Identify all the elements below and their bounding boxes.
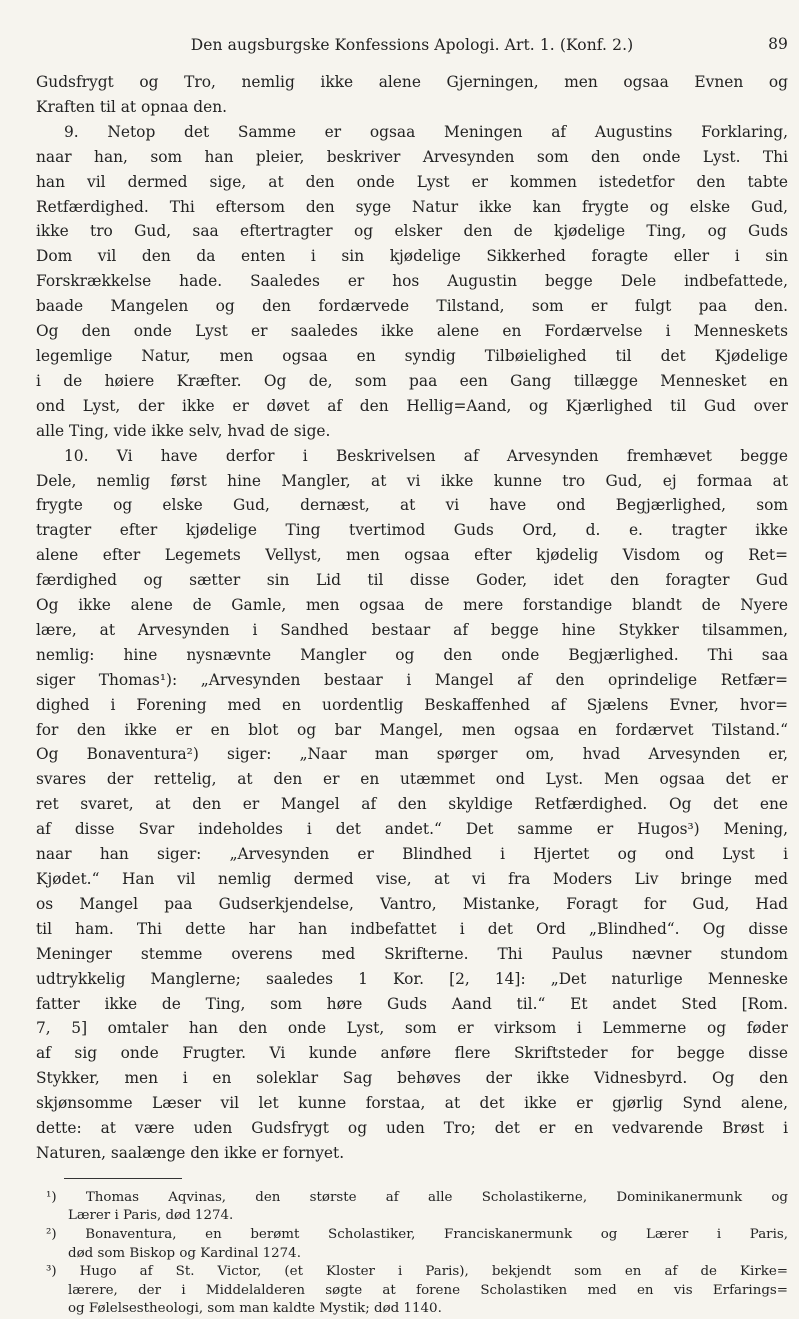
footnote-line: ¹) Thomas Aqvinas, den største af alle Scholastikerne, Dominikanermunk og	[46, 1189, 788, 1205]
body-line: Gudsfrygt og Tro, nemlig ikke alene Gjerningen, men ogsaa Evnen og	[36, 73, 788, 91]
footnote-line: lærere, der i Middelalderen søgte at forene Scholastiken med en vis Erfarings=	[68, 1282, 788, 1298]
body-line: Forskrækkelse hade. Saaledes er hos Augustin begge Dele indbefattede,	[36, 272, 788, 291]
body-line: af disse Svar indeholdes i det andet.“ Det samme er Hugos³) Mening,	[36, 820, 788, 839]
body-line: nemlig: hine nysnævnte Mangler og den onde Begjærlighed. Thi saa	[36, 645, 788, 664]
footnote-line: ²) Bonaventura, en berømt Scholastiker, Franciskanermunk og Lærer i Paris,	[46, 1227, 788, 1243]
body-line: Meninger stemme overens med Skrifterne. Thi Paulus nævner stundom	[36, 944, 788, 963]
body-line: i de høiere Kræfter. Og de, som paa een Gang tillægge Mennesket en	[36, 371, 788, 390]
footnotes	[36, 1189, 788, 1319]
body-line: skjønsomme Læser vil let kunne forstaa, at det ikke er gjørlig Synd alene,	[36, 1094, 788, 1113]
body-line: ret svaret, at den er Mangel af den skyldige Retfærdighed. Og det ene	[36, 795, 788, 814]
book-page	[36, 18, 788, 1317]
body-line: svares der rettelig, at den er en utæmmet ond Lyst. Men ogsaa det er	[36, 770, 788, 789]
body-line: 7, 5] omtaler han den onde Lyst, som er virksom i Lemmerne og føder	[36, 1019, 788, 1038]
body-line: Kjødet.“ Han vil nemlig dermed vise, at vi fra Moders Liv bringe med	[36, 870, 788, 888]
body-line: Og den onde Lyst er saaledes ikke alene en Fordærvelse i Menneskets	[36, 322, 788, 341]
body-line: Stykker, men i en soleklar Sag behøves der ikke Vidnesbyrd. Og den	[36, 1069, 788, 1088]
body-line: alle Ting, vide ikke selv, hvad de sige.	[36, 421, 331, 440]
footnote-rule	[64, 1178, 182, 1179]
body-line: naar han siger: „Arvesynden er Blindhed i Hjertet og ond Lyst i	[36, 845, 788, 864]
body-line: Kraften til at opnaa den.	[36, 97, 228, 116]
body-line: Dele, nemlig først hine Mangler, at vi ikke kunne tro Gud, ej formaa at	[36, 471, 788, 490]
body-line: tragter efter kjødelige Ting tvertimod Guds Ord, d. e. tragter ikke	[36, 521, 788, 540]
body-line: af sig onde Frugter. Vi kunde anføre flere Skriftsteder for begge disse	[36, 1044, 788, 1063]
body-line: han vil dermed sige, at den onde Lyst er kommen istedetfor den tabte	[36, 172, 788, 191]
footnote-line: ³) Hugo af St. Victor, (et Kloster i Paris), bekjendt som en af de Kirke=	[46, 1264, 788, 1280]
body-line: udtrykkelig Manglerne; saaledes 1 Kor. [2, 14]: „Det naturlige Menneske	[36, 969, 788, 988]
body-line: naar han, som han pleier, beskriver Arvesynden som den onde Lyst. Thi	[36, 147, 788, 166]
body-text	[36, 70, 788, 1166]
body-line: lære, at Arvesynden i Sandhed bestaar af begge hine Stykker tilsammen,	[36, 620, 788, 639]
body-line: til ham. Thi dette har han indbefattet i det Ord „Blindhed“. Og disse	[36, 919, 788, 938]
body-line: Og Bonaventura²) siger: „Naar man spørger om, hvad Arvesynden er,	[36, 745, 788, 764]
footnote-line: død som Biskop og Kardinal 1274.	[68, 1245, 301, 1261]
page-header	[36, 18, 788, 52]
body-line: for den ikke er en blot og bar Mangel, men ogsaa en fordærvet Tilstand.“	[36, 720, 788, 739]
body-line: siger Thomas¹): „Arvesynden bestaar i Mangel af den oprindelige Retfær=	[36, 670, 788, 689]
body-line: frygte og elske Gud, dernæst, at vi have ond Begjærlighed, som	[36, 496, 788, 515]
footnote-line: og Følelsestheologi, som man kaldte Mystik; død 1140.	[68, 1301, 442, 1317]
body-line: fatter ikke de Ting, som høre Guds Aand til.“ Et andet Sted [Rom.	[36, 994, 788, 1013]
body-line: baade Mangelen og den fordærvede Tilstand, som er fulgt paa den.	[36, 297, 788, 316]
body-line: legemlige Natur, men ogsaa en syndig Tilbøielighed til det Kjødelige	[36, 346, 788, 365]
running-title: Den augsburgske Konfessions Apologi. Art. 1. (Konf. 2.)	[190, 36, 634, 54]
body-line: 9. Netop det Samme er ogsaa Meningen af Augustins Forklaring,	[64, 122, 788, 141]
page-number: 89	[768, 35, 788, 53]
body-line: Og ikke alene de Gamle, men ogsaa de mere forstandige blandt de Nyere	[36, 596, 788, 615]
body-line: ikke tro Gud, saa eftertragter og elsker den de kjødelige Ting, og Guds	[36, 222, 788, 241]
body-line: os Mangel paa Gudserkjendelse, Vantro, Mistanke, Foragt for Gud, Had	[36, 894, 788, 913]
body-line: Dom vil den da enten i sin kjødelige Sikkerhed foragte eller i sin	[36, 247, 788, 266]
body-line: færdighed og sætter sin Lid til disse Goder, idet den foragter Gud	[36, 571, 788, 590]
body-line: dette: at være uden Gudsfrygt og uden Tro; det er en vedvarende Brøst i	[36, 1119, 788, 1138]
body-line: alene efter Legemets Vellyst, men ogsaa efter kjødelig Visdom og Ret=	[36, 546, 788, 565]
body-line: Retfærdighed. Thi eftersom den syge Natur ikke kan frygte og elske Gud,	[36, 197, 788, 216]
body-line: 10. Vi have derfor i Beskrivelsen af Arvesynden fremhævet begge	[64, 446, 788, 465]
body-line: ond Lyst, der ikke er døvet af den Hellig=Aand, og Kjærlighed til Gud over	[36, 396, 788, 415]
body-line: Naturen, saalænge den ikke er fornyet.	[36, 1143, 345, 1162]
footnote-line: Lærer i Paris, død 1274.	[68, 1208, 234, 1224]
body-line: dighed i Forening med en uordentlig Beskaffenhed af Sjælens Evner, hvor=	[36, 695, 788, 714]
